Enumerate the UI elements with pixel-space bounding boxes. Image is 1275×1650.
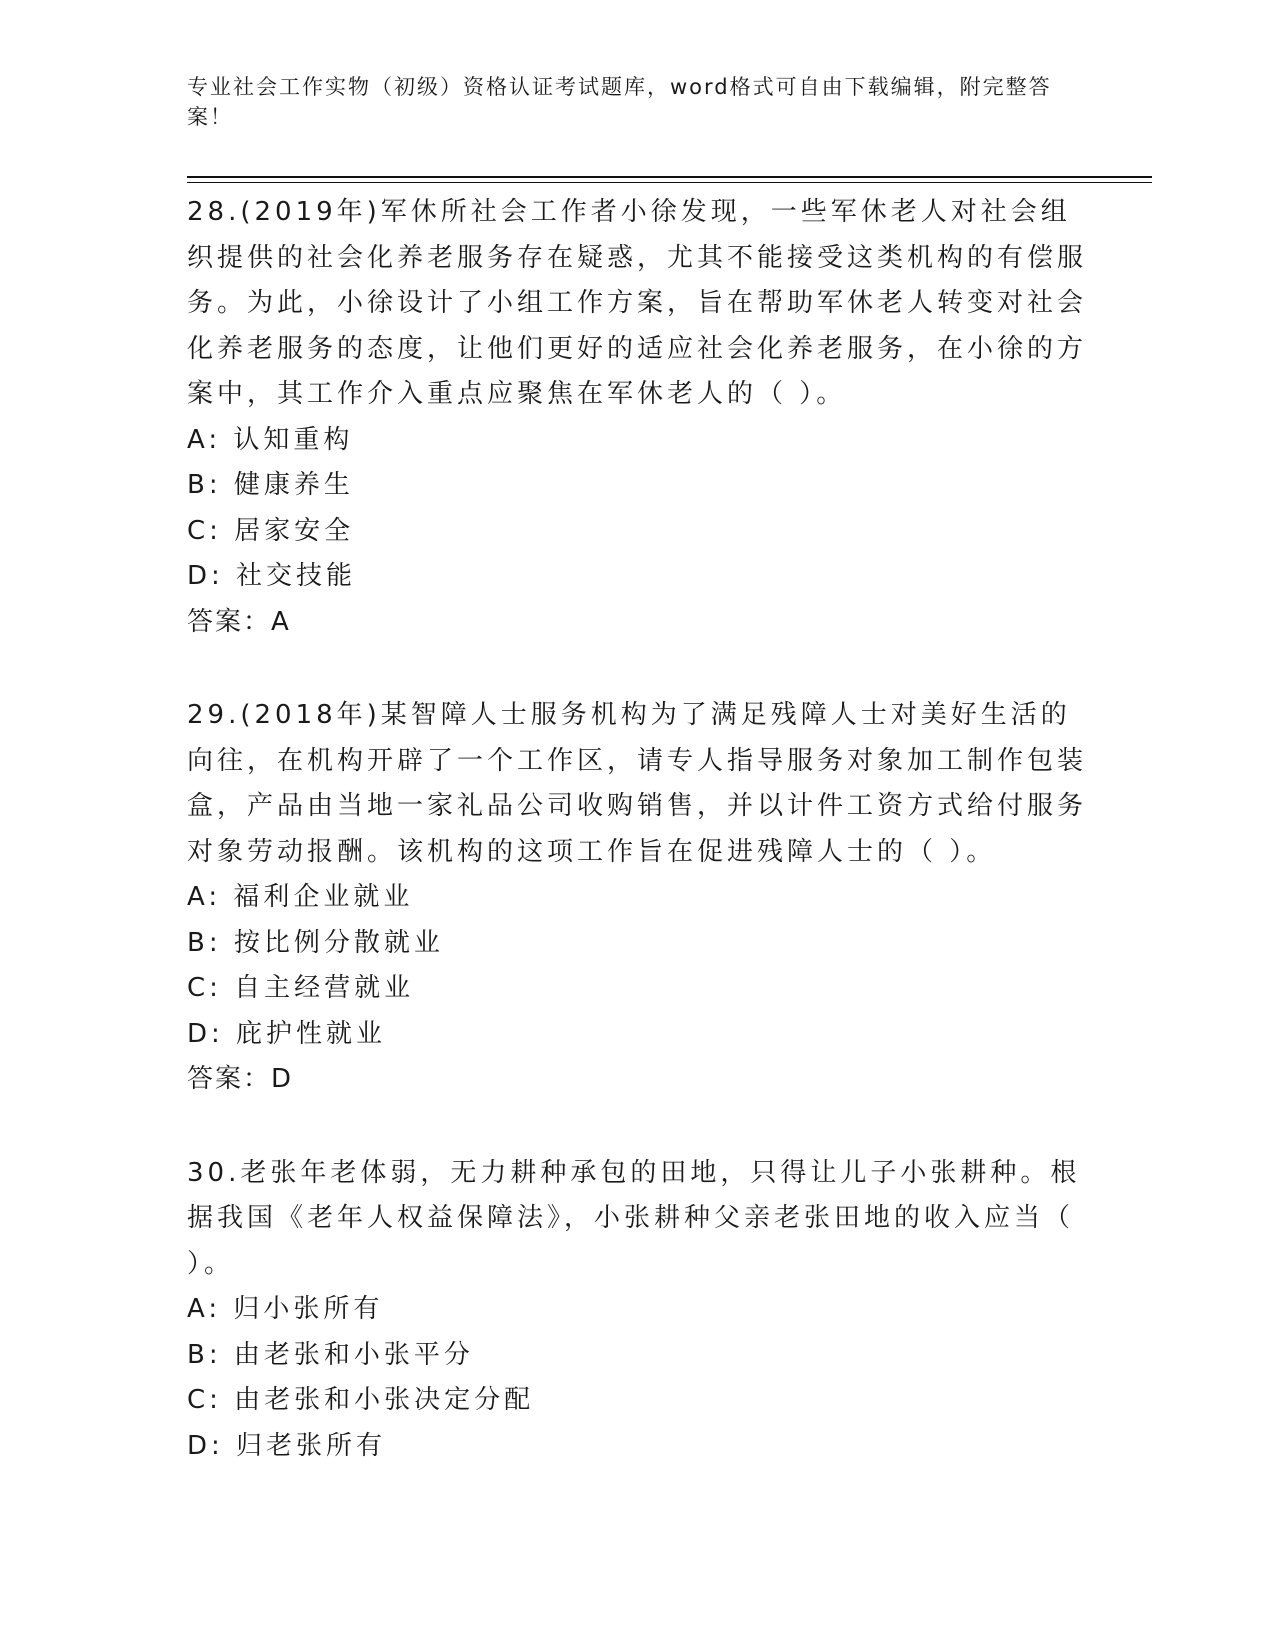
- option-b: B: 由老张和小张平分: [187, 1339, 474, 1370]
- option-list: [187, 1287, 1087, 1469]
- option-d: D: 庇护性就业: [187, 1018, 387, 1049]
- option-a: A: 福利企业就业: [187, 882, 414, 912]
- question-29: [187, 693, 1087, 1103]
- answer: 答案：D: [187, 1064, 294, 1094]
- question-30: [187, 1151, 1087, 1470]
- question-stem: 30.老张年老体弱，无力耕种承包的田地，只得让儿子小张耕种。根据我国《老年人权益保障法》，小张耕种父亲老张田地的收入应当（ ）。: [187, 1157, 1081, 1279]
- header-divider: [187, 176, 1152, 178]
- question-stem: 28.(2019年)军休所社会工作者小徐发现，一些军休老人对社会组织提供的社会化养老服务存在疑惑，尤其不能接受这类机构的有偿服务。为此，小徐设计了小组工作方案，旨在帮助军休老人转变对社会化养老服务的态度，让他们更好的适应社会化养老服务，在小徐的方案中，其工作介入重点应聚焦在军休老人的（ ）。: [187, 197, 1088, 409]
- option-c: C: 居家安全: [187, 515, 355, 546]
- option-b: B: 健康养生: [187, 470, 354, 500]
- option-b: B: 按比例分散就业: [187, 927, 444, 958]
- question-28: [187, 190, 1087, 645]
- question-stem: 29.(2018年)某智障人士服务机构为了满足残障人士对美好生活的向往，在机构开辟了一个工作区，请专人指导服务对象加工制作包装盒，产品由当地一家礼品公司收购销售，并以计件工资方式给付服务对象劳动报酬。该机构的这项工作旨在促进残障人士的（ ）。: [187, 700, 1088, 867]
- option-a: A: 认知重构: [187, 424, 354, 455]
- answer: 答案：A: [187, 606, 291, 637]
- option-d: D: 社交技能: [187, 561, 357, 591]
- page-header: 专业社会工作实物（初级）资格认证考试题库，word格式可自由下载编辑，附完整答案！: [187, 75, 1052, 129]
- option-c: C: 由老张和小张决定分配: [187, 1385, 535, 1415]
- option-d: D: 归老张所有: [187, 1430, 387, 1461]
- header-divider-thin: [187, 182, 1152, 183]
- option-list: [187, 875, 1087, 1057]
- option-c: C: 自主经营就业: [187, 973, 415, 1003]
- question-list: [187, 190, 1087, 1517]
- option-a: A: 归小张所有: [187, 1294, 384, 1324]
- option-list: [187, 418, 1087, 600]
